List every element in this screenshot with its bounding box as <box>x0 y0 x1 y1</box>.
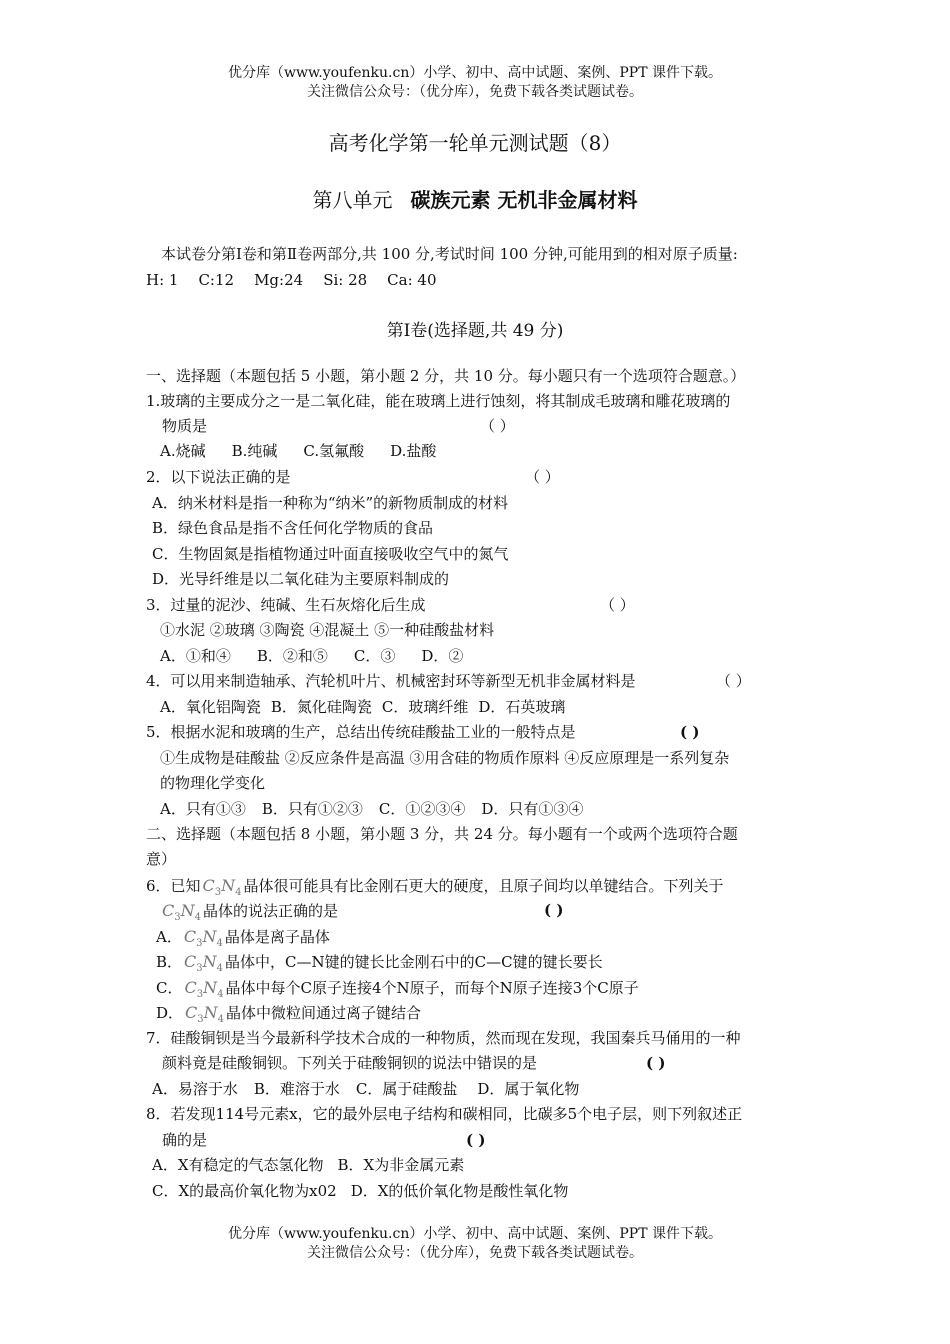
q4-option-c: C．玻璃纤维 <box>381 698 469 716</box>
exam-title: 高考化学第一轮单元测试题（8） <box>328 131 622 155</box>
q7-answer-blank: ( ) <box>646 1054 666 1072</box>
q8-option-b: B．X为非金属元素 <box>337 1156 465 1174</box>
q6-stem-text: 晶体的说法正确的是 <box>203 902 339 920</box>
q7-option-d: D．属于氧化物 <box>477 1080 580 1098</box>
volume-title: 第Ⅰ卷(选择题,共 49 分) <box>386 321 564 341</box>
q8-options-cd <box>152 1179 594 1204</box>
q4-options <box>160 695 591 720</box>
c3n4-formula: $C_3N_4$ <box>185 1003 225 1026</box>
q7-option-c: C．属于硅酸盐 <box>355 1080 458 1098</box>
page-header <box>0 64 950 102</box>
q2-answer-blank: （ ） <box>525 468 560 486</box>
q4-stem: 4．可以用来制造轴承、汽轮机叶片、机械密封环等新型无机非金属材料是 <box>146 672 636 690</box>
unit-number: 第八单元 <box>312 188 393 212</box>
q8-option-d: D．X的低价氧化物是酸性氧化物 <box>350 1182 569 1200</box>
q6-option-a: A． $C_3N_4$ 晶体是离子晶体 <box>156 927 330 950</box>
q5-stem: 5．根据水泥和玻璃的生产，总结出传统硅酸盐工业的一般特点是 <box>146 723 576 741</box>
q2-option-a: A．纳米材料是指一种称为“纳米”的新物质制成的材料 <box>152 494 509 512</box>
q6-option-d: D． $C_3N_4$ 晶体中微粒间通过离子键结合 <box>156 1003 422 1026</box>
q4-option-b: B．氮化硅陶瓷 <box>270 698 372 716</box>
q8-stem-line-2: 确的是 <box>162 1131 208 1149</box>
q1-option-b: B.纯碱 <box>231 442 278 460</box>
q3-answer-blank: （ ） <box>600 596 635 614</box>
q5-options <box>160 797 609 822</box>
q8-option-c: C．X的最高价氧化物为x02 <box>152 1182 337 1200</box>
q4-option-a: A．氧化铝陶瓷 <box>160 698 261 716</box>
header-line-1: 优分库（www.youfenku.cn）小学、初中、高中试题、案例、PPT 课件下载。 <box>227 65 722 81</box>
c3n4-formula: $C_3N_4$ <box>162 901 201 924</box>
q5-option-b: B．只有①②③ <box>261 800 363 818</box>
q7-option-b: B．难溶于水 <box>253 1080 340 1098</box>
q3-option-d: D．② <box>421 647 464 665</box>
header-line-2: 关注微信公众号：（优分库），免费下载各类试题试卷。 <box>307 84 643 100</box>
q1-stem-line-1: 1.玻璃的主要成分之一是二氧化硅，能在玻璃上进行蚀刻，将其制成毛玻璃和雕花玻璃的 <box>146 392 731 410</box>
q7-stem-line-1: 7．硅酸铜钡是当今最新科学技术合成的一种物质，然而现在发现，我国秦兵马俑用的一种 <box>146 1029 741 1047</box>
c3n4-formula: $C_3N_4$ <box>202 876 242 899</box>
c3n4-formula: $C_3N_4$ <box>183 927 223 950</box>
q6-option-c: C． $C_3N_4$ 晶体中每个C原子连接4个N原子，而每个N原子连接3个C原子 <box>156 978 639 1001</box>
unit-topic: 碳族元素 无机非金属材料 <box>410 188 638 212</box>
q8-answer-blank: ( ) <box>466 1131 486 1149</box>
page-footer <box>0 1225 950 1263</box>
q3-stem: 3．过量的泥沙、纯碱、生石灰熔化后生成 <box>146 596 426 614</box>
q3-option-c: C．③ <box>353 647 396 665</box>
q6-answer-blank: ( ) <box>544 901 564 919</box>
q3-option-a: A．①和④ <box>160 647 231 665</box>
q1-options <box>160 439 462 464</box>
q5-option-d: D．只有①③④ <box>481 800 584 818</box>
c3n4-formula: $C_3N_4$ <box>184 952 224 975</box>
q6-option-b: B． $C_3N_4$ 晶体中，C—N键的键长比金刚石中的C—C键的键长要长 <box>156 952 603 975</box>
q3-items: ①水泥 ②玻璃 ③陶瓷 ④混凝土 ⑤一种硅酸盐材料 <box>160 621 495 639</box>
q2-option-d: D．光导纤维是以二氧化硅为主要原料制成的 <box>152 570 450 588</box>
q6-stem-prefix: 6．已知 <box>146 877 201 895</box>
q2-stem: 2．以下说法正确的是 <box>146 468 291 486</box>
mass-h: H: 1 <box>146 271 179 289</box>
q4-option-d: D．石英玻璃 <box>478 698 566 716</box>
q2-option-b: B．绿色食品是指不含任何化学物质的食品 <box>152 519 434 537</box>
q8-options-ab <box>152 1153 490 1178</box>
mass-mg: Mg:24 <box>254 271 304 289</box>
q7-option-a: A．易溶于水 <box>152 1080 238 1098</box>
q3-options <box>160 644 489 669</box>
q1-stem-line-2: 物质是 <box>162 417 208 435</box>
q1-option-a: A.烧碱 <box>160 442 206 460</box>
atomic-masses <box>146 267 816 293</box>
mass-si: Si: 28 <box>323 271 368 289</box>
q8-option-a: A．X有稳定的气态氢化物 <box>152 1156 324 1174</box>
footer-line-2: 关注微信公众号：（优分库），免费下载各类试题试卷。 <box>307 1245 643 1261</box>
section-1-heading: 一、选择题（本题包括 5 小题，第小题 2 分，共 10 分。每小题只有一个选项符合题意。） <box>146 367 746 385</box>
section-2-heading-line-2: 意） <box>146 850 177 868</box>
q6-stem-suffix: 晶体很可能具有比金刚石更大的硬度，且原子间均以单键结合。下列关于 <box>243 877 724 895</box>
c3n4-formula: $C_3N_4$ <box>184 978 224 1001</box>
q3-option-b: B．②和⑤ <box>256 647 328 665</box>
exam-intro <box>146 241 816 293</box>
mass-c: C:12 <box>198 271 235 289</box>
section-2-heading-line-1: 二、选择题（本题包括 8 小题，第小题 3 分，共 24 分。每小题有一个或两个选项符合题 <box>146 825 738 843</box>
q8-stem-line-1: 8．若发现114号元素x，它的最外层电子结构和碳相同，比碳多5个电子层，则下列叙述正 <box>146 1105 743 1123</box>
q5-items-line-1: ①生成物是硅酸盐 ②反应条件是高温 ③用含硅的物质作原料 ④反应原理是一系列复杂 <box>160 749 730 767</box>
q1-option-c: C.氢氟酸 <box>303 442 365 460</box>
q5-option-a: A．只有①③ <box>160 800 246 818</box>
mass-ca: Ca: 40 <box>387 271 437 289</box>
q7-stem-line-2: 颜料竟是硅酸铜钡。下列关于硅酸铜钡的说法中错误的是 <box>162 1054 538 1072</box>
q5-items-line-2: 的物理化学变化 <box>160 774 266 792</box>
q7-options <box>152 1077 605 1102</box>
unit-subtitle <box>0 184 950 213</box>
q5-option-c: C．①②③④ <box>378 800 466 818</box>
q4-answer-blank: （ ） <box>716 672 751 690</box>
q1-answer-blank: （ ） <box>480 417 515 435</box>
q5-answer-blank: ( ) <box>680 723 700 741</box>
footer-line-1: 优分库（www.youfenku.cn）小学、初中、高中试题、案例、PPT 课件下载。 <box>227 1226 722 1242</box>
q2-option-c: C．生物固氮是指植物通过叶面直接吸收空气中的氮气 <box>152 545 509 563</box>
q1-option-d: D.盐酸 <box>390 442 437 460</box>
intro-line: 本试卷分第Ⅰ卷和第Ⅱ卷两部分,共 100 分,考试时间 100 分钟,可能用到的相对原子质量: <box>161 245 738 263</box>
